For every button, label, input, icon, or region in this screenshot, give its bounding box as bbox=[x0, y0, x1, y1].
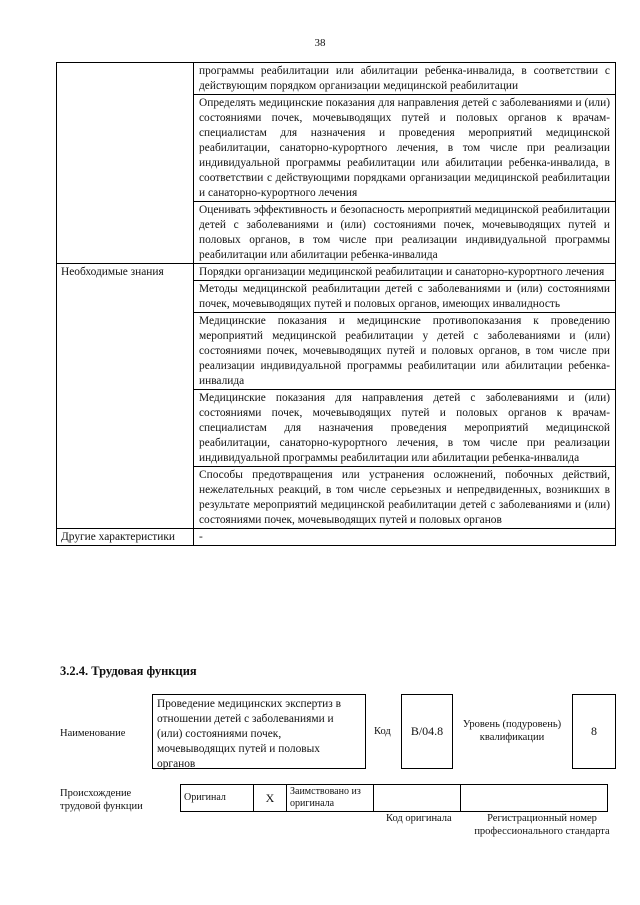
name-label: Наименование bbox=[60, 728, 126, 739]
function-code-box: B/04.8 bbox=[401, 694, 453, 769]
row-text: программы реабилитации или абилитации ребенка-инвалида, в соответствии с действующим порядком организации медицинской реабилитации bbox=[194, 63, 616, 95]
row-text: Медицинские показания для направления детей с заболеваниями и (или) состояниями почек, мочевыводящих путей и половых органов к врачам-специалистам для назначения проведения мероприятий медицинской реабилитации, санаторно-курортного лечения, в том числе при реализации индивидуальной программы реабилитации или абилитации ребенка-инвалида bbox=[194, 390, 616, 467]
code-original-cell bbox=[374, 785, 461, 812]
code-original-caption: Код оригинала bbox=[386, 813, 452, 824]
reg-number-caption: Регистрационный номер профессионального стандарта bbox=[474, 813, 610, 837]
row-text: Оценивать эффективность и безопасность мероприятий медицинской реабилитации детей с заболеваниями и (или) состояниями почек, мочевыводящих путей и половых органов, в том числе при реализации индивидуальной программы реабилитации или абилитации ребенка-инвалида bbox=[194, 202, 616, 264]
level-label: Уровень (подуровень) квалификации bbox=[462, 719, 562, 743]
competency-table bbox=[56, 62, 616, 546]
level-value-box: 8 bbox=[572, 694, 616, 769]
table-row bbox=[57, 529, 616, 546]
table-row bbox=[57, 63, 616, 95]
code-label: Код bbox=[374, 726, 391, 737]
row-label: Другие характеристики bbox=[57, 529, 194, 546]
row-label bbox=[57, 63, 194, 264]
section-title: 3.2.4. Трудовая функция bbox=[60, 664, 197, 678]
origin-label: Происхождение трудовой функции bbox=[60, 788, 143, 812]
page-number: 38 bbox=[314, 37, 326, 49]
row-text: Способы предотвращения или устранения осложнений, побочных действий, нежелательных реакций, в том числе серьезных и непредвиденных, возникших в результате мероприятий медицинской реабилитации детей с заболеваниями и (или) состояниями почек, мочевыводящих путей и половых органов bbox=[194, 467, 616, 529]
row-text: Методы медицинской реабилитации детей с заболеваниями и (или) состояниями почек, мочевыводящих путей и половых органов, имеющих инвалидность bbox=[194, 281, 616, 313]
row-label: Необходимые знания bbox=[57, 264, 194, 529]
original-cell: Оригинал bbox=[181, 785, 254, 812]
table-row bbox=[57, 264, 616, 281]
reg-number-cell bbox=[461, 785, 608, 812]
function-name-box: Проведение медицинских экспертиз в отношении детей с заболеваниями и (или) состояниями почек, мочевыводящих путей и половых органов bbox=[152, 694, 366, 769]
row-text: - bbox=[194, 529, 616, 546]
row-text: Порядки организации медицинской реабилитации и санаторно-курортного лечения bbox=[194, 264, 616, 281]
origin-table bbox=[180, 784, 608, 812]
row-text: Медицинские показания и медицинские противопоказания к проведению мероприятий медицинской реабилитации у детей с заболеваниями и (или) состояниями почек, мочевыводящих путей и половых органов, в том числе при реализации индивидуальной программы реабилитации или абилитации ребенка-инвалида bbox=[194, 313, 616, 390]
borrowed-cell: Заимствовано из оригинала bbox=[287, 785, 374, 812]
original-mark: X bbox=[254, 785, 287, 812]
row-text: Определять медицинские показания для направления детей с заболеваниями и (или) состояниями почек, мочевыводящих путей и половых органов к врачам-специалистам для назначения и проведения мероприятий медицинской реабилитации, санаторно-курортного лечения, в том числе при реализации индивидуальной программы реабилитации или абилитации ребенка-инвалида, в соответствии с действующими порядками организации медицинской реабилитации и санаторно-курортного лечения bbox=[194, 95, 616, 202]
